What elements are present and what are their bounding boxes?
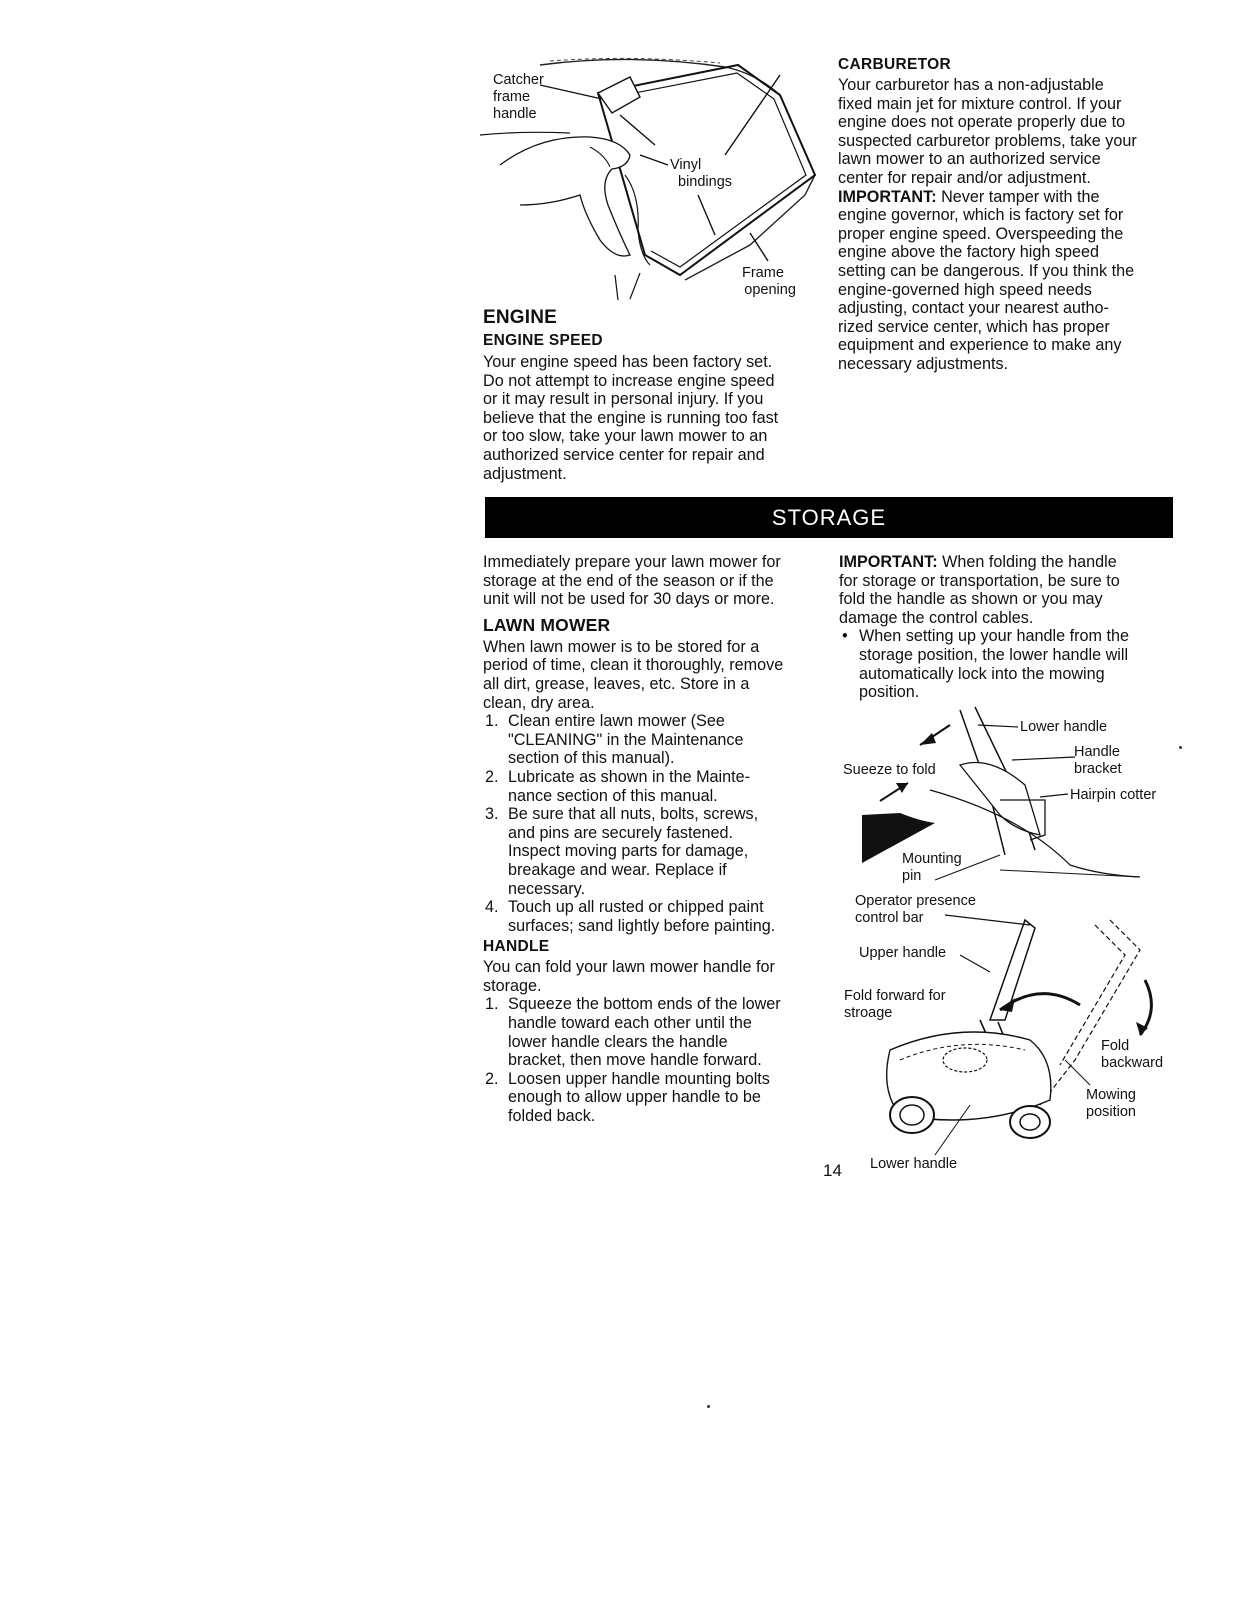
label-mounting-pin: Mounting pin [902, 851, 962, 884]
storage-bullets [839, 627, 1179, 701]
label-catcher-frame-handle: Catcher frame handle [493, 72, 544, 122]
storage-left-column [483, 553, 828, 1126]
list-item: 1. Squeeze the bottom ends of the lower handle toward each other until the lower handle clears the handle bracket, then move handle forward. [485, 995, 781, 1070]
storage-banner: STORAGE [485, 497, 1173, 538]
label-frame-opening: Frame opening [742, 265, 796, 298]
list-item: 1. Clean entire lawn mower (See "CLEANING" in the Maintenance section of this manual). [485, 712, 744, 768]
label-mowing-position: Mowing position [1086, 1087, 1136, 1120]
label-lower-handle-bottom: Lower handle [870, 1156, 958, 1172]
label-upper-handle: Upper handle [859, 945, 947, 961]
label-vinyl-bindings: Vinyl bindings [670, 157, 733, 190]
lawn-mower-heading: LAWN MOWER [483, 614, 611, 635]
storage-right-column [839, 553, 1179, 702]
engine-heading: ENGINE [483, 307, 558, 328]
carburetor-heading: CARBURETOR [838, 56, 951, 73]
label-fold-forward: Fold forward for stroage [844, 988, 946, 1021]
list-item: 3. Be sure that all nuts, bolts, screws, and pins are securely fastened. Inspect moving parts for damage, breakage and wear. Replace if necessary. [485, 805, 759, 898]
carburetor-section [838, 56, 1178, 374]
scan-speck [1179, 746, 1182, 749]
label-hairpin-cotter: Hairpin cotter [1070, 787, 1157, 803]
engine-speed-heading: ENGINE SPEED [483, 332, 603, 349]
lawn-mower-steps [483, 712, 828, 935]
engine-section [483, 307, 823, 483]
storage-intro: Immediately prepare your lawn mower for storage at the end of the season or if the unit will not be used for 30 days or more. [483, 553, 781, 609]
handle-heading: HANDLE [483, 938, 550, 956]
lawn-mower-body: When lawn mower is to be stored for a period of time, clean it thoroughly, remove all dirt, grease, leaves, etc. Store in a clean, dry area. [483, 637, 784, 712]
page-number: 14 [823, 1161, 842, 1180]
carburetor-body: Your carburetor has a non-adjustable fixed main jet for mixture control. If your engine does not operate properly due to suspected carburetor problems, take your lawn mower to an authorized service center for repair and/or adjustment. IMPORTANT: Never tamper with the engine governor, which is factory set for proper engine speed. Overspeeding the engine above the factory high speed setting can be dangerous. If you think the engine-governed high speed needs adjusting, contact your nearest autho- rized service center, which has proper equipment and experience to make any necessary adjustments. [838, 76, 1137, 373]
storage-important-label: IMPORTANT: [839, 553, 938, 571]
list-item: • When setting up your handle from the storage position, the lower handle will automatically lock into the mowing position. [839, 627, 1179, 701]
label-sueeze-to-fold: Sueeze to fold [843, 762, 936, 778]
scan-speck [707, 1405, 710, 1408]
handle-steps [483, 995, 828, 1125]
handle-body: You can fold your lawn mower handle for storage. [483, 958, 775, 995]
carburetor-important-label: IMPORTANT: [838, 187, 937, 206]
storage-important: IMPORTANT: When folding the handle for storage or transportation, be sure to fold the handle as shown or you may damage the control cables. [839, 553, 1120, 627]
label-lower-handle-top: Lower handle [1020, 719, 1108, 735]
engine-speed-body: Your engine speed has been factory set. Do not attempt to increase engine speed or it may result in personal injury. If you believe that the engine is running too fast or too slow, take your lawn mower to an authorized service center for repair and adjustment. [483, 353, 779, 483]
mower-fold-illustration [840, 900, 1170, 1160]
label-fold-backward: Fold backward [1101, 1038, 1164, 1071]
label-handle-bracket: Handle bracket [1074, 744, 1122, 777]
label-operator-presence: Operator presence control bar [855, 893, 976, 926]
list-item: 2. Loosen upper handle mounting bolts enough to allow upper handle to be folded back. [485, 1069, 770, 1126]
list-item: 4. Touch up all rusted or chipped paint surfaces; sand lightly before painting. [485, 898, 776, 935]
list-item: 2. Lubricate as shown in the Mainte- nance section of this manual. [485, 767, 751, 805]
